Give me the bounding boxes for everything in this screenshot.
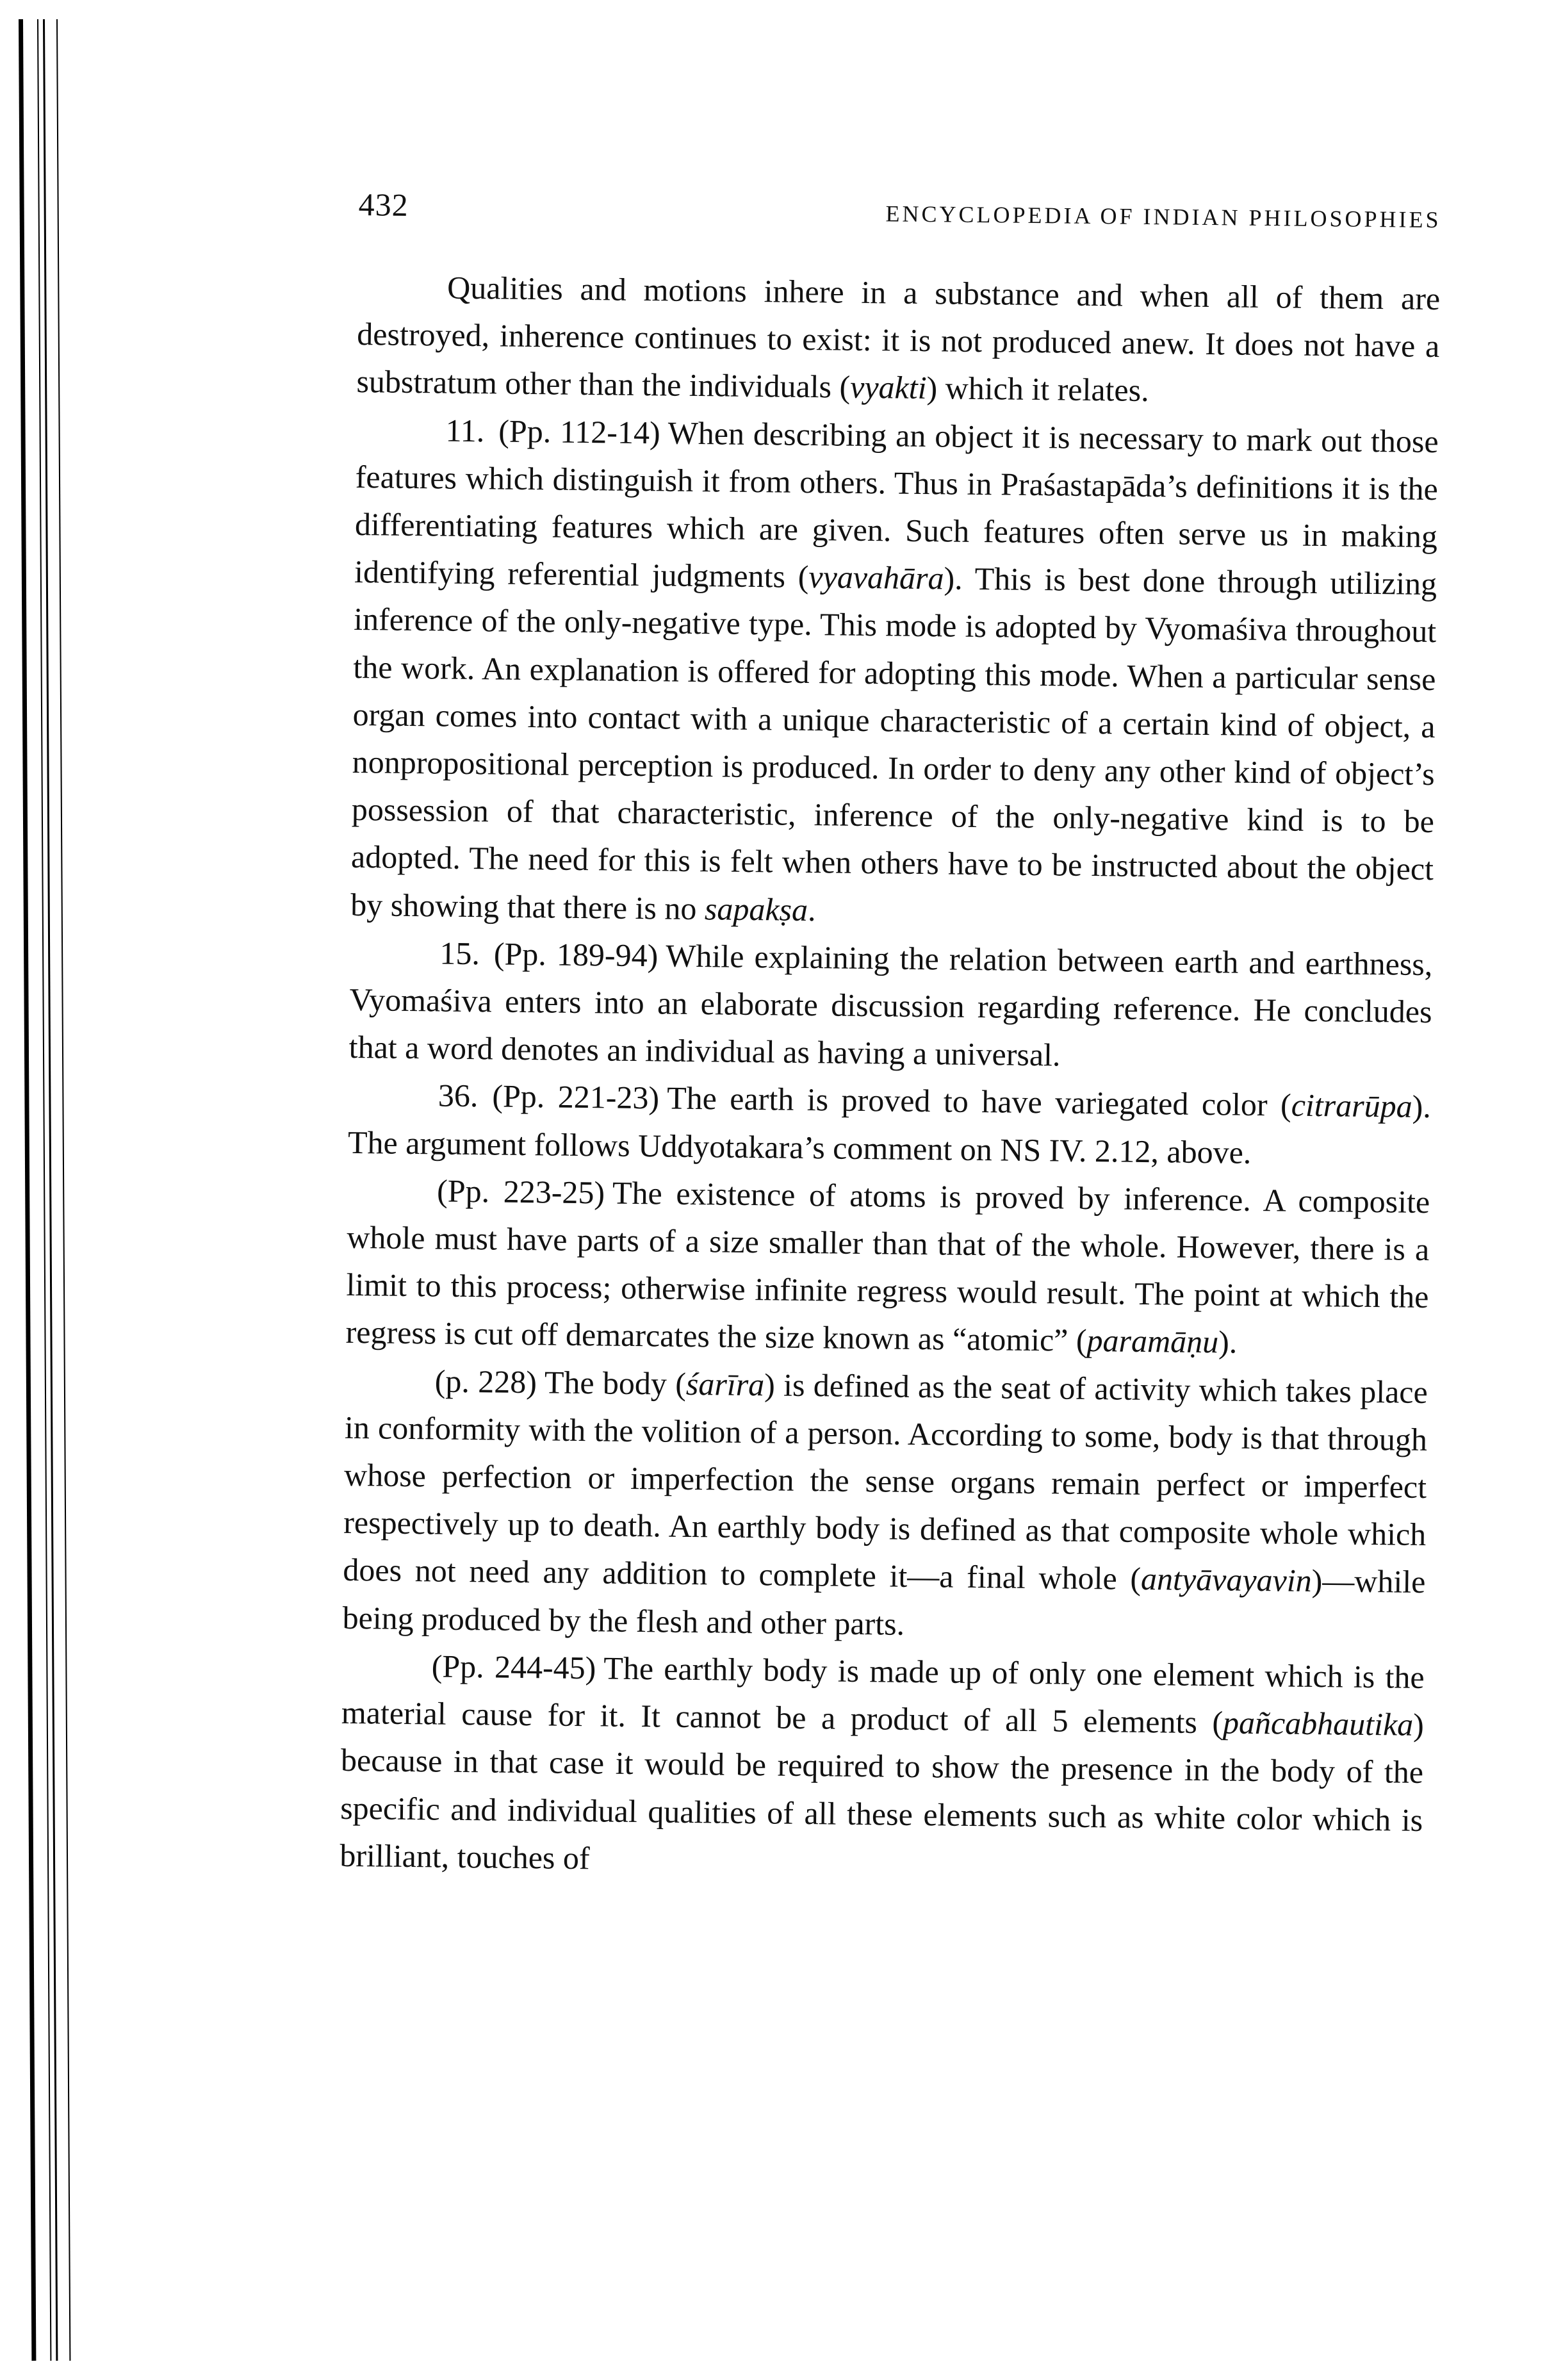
text-run: Qualities and motions inhere in a substance and when all of them are destroyed, inherence continues to exist: it is not produced anew. It does not have a substratum other than the individuals xyxy=(356,269,1441,405)
paragraph xyxy=(340,1641,1425,1891)
page-reference: (p. 228) xyxy=(434,1363,537,1400)
binding-line xyxy=(56,19,70,2361)
sanskrit-term: antyāvayavin xyxy=(1140,1561,1312,1599)
sanskrit-term: paramāṇu xyxy=(1086,1322,1219,1360)
text-run: . xyxy=(807,891,816,928)
page-reference: (Pp. 221-23) xyxy=(492,1078,660,1116)
sanskrit-term: vyakti xyxy=(849,369,927,406)
text-run: ) which it relates. xyxy=(926,370,1149,409)
sanskrit-term: pañcabhautika xyxy=(1222,1704,1414,1743)
text-run: )—while being produced by the flesh and other parts. xyxy=(342,1563,1426,1642)
paragraph xyxy=(348,1071,1432,1178)
text-run: ) is defined as the seat of activity which takes place in conformity with the volition of a person. According to some, body is that through whose perfection or imperfection the sense organs remain perfect or imperfect respectively up to death. An earthly body is defined as that composite whole which does not need any addition to complete it—a final whole ( xyxy=(343,1366,1428,1597)
note-number: 11. xyxy=(445,412,485,448)
text-run: The existence of atoms is proved by inference. A composite whole must have parts of a size smaller than that of the whole. However, there is a limit to this process; otherwise infinite regress would result. The point at which the regress is cut off demarcates the size known as “atomic” ( xyxy=(345,1174,1430,1359)
paragraph xyxy=(342,1356,1428,1654)
paragraph xyxy=(345,1166,1430,1368)
page-reference: (Pp. 112-14) xyxy=(498,413,660,450)
sanskrit-term: śarīra xyxy=(685,1365,765,1402)
book-page xyxy=(340,186,1441,1891)
running-head xyxy=(358,186,1441,249)
binding-line xyxy=(43,19,58,2361)
text-run: ). xyxy=(1218,1324,1238,1361)
text-run: When describing an object it is necessary to mark out those features which distinguish it from others. Thus in Praśastapāda’s definitions it is the differentiating features which are given. Such features often serve us in making identifying referential judgments ( xyxy=(354,414,1439,595)
text-run: The earthly body is made up of only one element which is the material cause for it. It cannot be a product of all 5 elements ( xyxy=(341,1650,1425,1741)
text-run: ) because in that case it would be required to show the presence in the body of the specific and individual qualities of all these elements such as white color which is brilliant, touches of xyxy=(340,1706,1425,1876)
page-reference: (Pp. 244-45) xyxy=(431,1648,596,1686)
paragraph xyxy=(356,263,1440,418)
page-reference: (Pp. 223-25) xyxy=(436,1172,605,1211)
text-run: The earth is proved to have variegated color ( xyxy=(666,1080,1292,1124)
binding-line xyxy=(19,19,36,2361)
note-number: 36. xyxy=(438,1077,479,1114)
paragraph xyxy=(348,928,1432,1083)
body-text xyxy=(340,263,1441,1891)
text-run: ( xyxy=(839,368,851,406)
sanskrit-term: vyavahāra xyxy=(808,559,944,596)
running-title: ENCYCLOPEDIA OF INDIAN PHILOSOPHIES xyxy=(885,201,1441,233)
page-reference: (Pp. 189-94) xyxy=(493,935,659,974)
text-run: The body ( xyxy=(544,1364,687,1402)
text-run: ). This is best done through utilizing inference of the only-negative type. This mode is adopted by Vyomaśiva throughout the work. An explanation is offered for adopting this mode. When a particular sense organ comes into contact with a unique characteristic of a certain kind of object, a nonpropositional perception is produced. In order to deny any other kind of object’s possession of that characteristic, inference of the only-negative kind is to be adopted. The need for this is felt when others have to be instructed about the object by showing that there is no xyxy=(350,560,1437,926)
text-run: ). The argument follows Uddyotakara’s comment on NS IV. 2.12, above. xyxy=(347,1088,1432,1170)
text-run: While explaining the relation between earth and earthness, Vyomaśiva enters into an elaborate discussion regarding reference. He concludes that a word denotes an individual as having a universal. xyxy=(348,937,1433,1073)
sanskrit-term: citrarūpa xyxy=(1291,1087,1412,1125)
note-number: 15. xyxy=(439,935,480,972)
paragraph xyxy=(350,406,1439,940)
page-number: 432 xyxy=(358,186,409,223)
sanskrit-term: sapakṣa xyxy=(704,890,808,928)
